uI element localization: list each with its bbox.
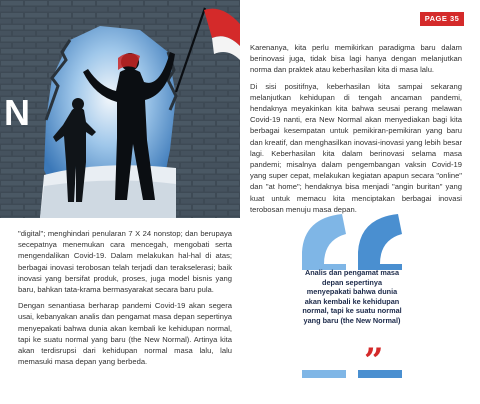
right-paragraph-1: Karenanya, kita perlu memikirkan paradigma baru dalam berinovasi juga, tidak bisa lagi hanya dengan melanjutkan norma dan praktek atau keberhasilan kita di masa lalu.: [250, 43, 462, 75]
quote-close-mark-icon: ”: [364, 341, 384, 381]
left-paragraph-2: Dengan senantiasa berharap pandemi Covid-19 akan segera usai, kebanyakan analis dan pengamat masa depan sepertinya menyepakati bahwa dunia akan kembali ke kehidupan normal, tapi ke suatu normal yang baru (the New Normal). Artinya kita akan terdisrupsi dari kehidupan normal masa lalu, lalu memasuki masa depan yang berbeda.: [18, 301, 232, 367]
right-paragraph-2: Di sisi positifnya, keberhasilan kita sampai sekarang melanjutkan kehidupan di tengah ancaman pandemi, hendaknya meyakinkan kita bahwa seusai perang melawan Covid-19 nanti, era New Normal akan menyediakan bagi kita berbagai kesempatan untuk pemikiran-pemikiran yang baru dan kreatif, dan menghasilkan inovasi-inovasi yang lebih besar lagi. Keberhasilan kita dalam berinovasi selama masa pandemi; misalnya dalam pengembangan vaksin Covid-19 yang super cepat, melakukan kegiatan apapun secara "online" dan "at home"; hendaknya bisa menjadi "angin buritan" yang kuat untuk memacu kita menciptakan berbagai inovasi terobosan menuju masa depan.: [250, 81, 462, 214]
page-number-badge: PAGE 35: [420, 12, 464, 26]
pull-quote-text: Analis dan pengamat masa depan sepertinya menyepakati bahwa dunia akan kembali ke kehidupan normal, tapi ke suatu normal yang baru (the New Normal): [302, 268, 402, 325]
right-column: [250, 42, 462, 220]
hero-photo: [0, 0, 240, 218]
left-column: [18, 228, 232, 372]
people-breaking-wall-illustration: [0, 0, 240, 218]
left-paragraph-1: "digital"; menghindari penularan 7 X 24 nonstop; dan berupaya secepatnya menemukan cara mencegah, mengobati serta mengendalikan Covid-19. Dalam melakukan hal-hal di atas; berbagai inovasi terobosan telah terjadi dan terakselerasi; baik inovasi yang bersifat produk, proses, juga model bisnis yang baru, bahkan tata-krama bermasyarakat secara baru pula.: [18, 229, 232, 295]
overlay-letter: N: [4, 92, 29, 133]
